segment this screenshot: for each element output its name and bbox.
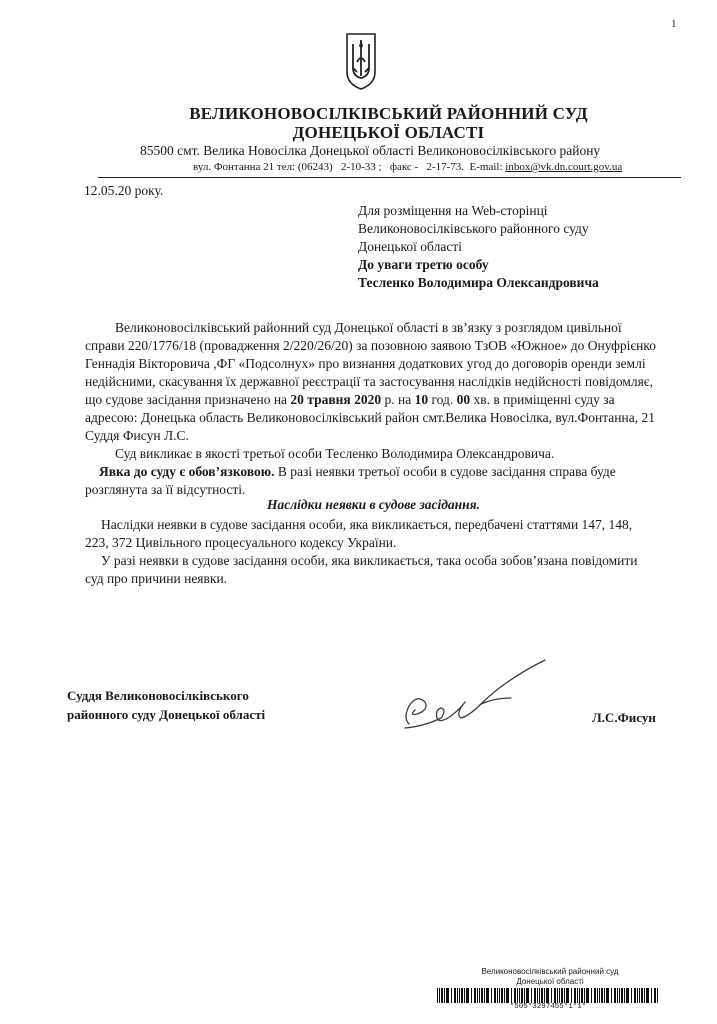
text-span: р. на [381, 392, 415, 407]
address-line1: 85500 смт. Велика Новосілка Донецької області Великоновосілківського району [140, 143, 601, 158]
paragraph-line: У разі неявки в судове засідання особи, яка викликається, така особа зобов’язана повідомити [101, 553, 638, 568]
paragraph-line: суд про причини неявки. [85, 571, 228, 586]
stamp-line1: Великоновосілківський районний суд [481, 967, 619, 976]
hearing-minute: 00 [456, 392, 471, 407]
recipient-line2: Великоновосілківського районного суду [358, 221, 589, 236]
header-divider [98, 177, 681, 178]
paragraph-line: Великоновосілківський районний суд Донецької області в зв’язку з розглядом цивільної [115, 320, 622, 335]
recipient-person: Тесленко Володимира Олександровича [358, 275, 599, 290]
address-contacts: вул. Фонтанна 21 тел: (06243) 2-10-33 ; факс - 2-17-73. E-mail: [193, 161, 506, 173]
paragraph-line: розглянута за її відсутності. [85, 482, 246, 497]
page-number: 1 [671, 18, 677, 30]
paragraph-line: Наслідки неявки в судове засідання особи, яка викликається, передбачені статтями 147, 148, [101, 517, 633, 532]
paragraph-line: Суддя Фисун Л.С. [85, 428, 189, 443]
recipient-line1: Для розміщення на Web-сторінці [358, 203, 548, 218]
signatory-title-line1: Суддя Великоновосілківського [67, 688, 249, 703]
text-span: що судове засідання призначено на [85, 392, 291, 407]
text-span: В разі неявки третьої особи в судове засідання справа буде [274, 464, 616, 479]
court-name-line1: ВЕЛИКОНОВОСІЛКІВСЬКИЙ РАЙОННИЙ СУД [189, 104, 588, 123]
signatory-title-line2: районного суду Донецької області [67, 707, 266, 722]
email-link[interactable]: inbox@vk.dn.court.gov.ua [505, 161, 623, 173]
court-name-line2: ДОНЕЦЬКОЇ ОБЛАСТІ [292, 123, 485, 142]
recipient-line3: Донецької області [358, 239, 462, 254]
paragraph-line: Геннадія Вікторовича ,ФГ «Подсолнух» про визнання додаткових угод до договорів оренди землі [85, 356, 646, 371]
barcode-number: *505*3297455*1*1* [509, 1003, 587, 1011]
hearing-hour: 10 [414, 392, 429, 407]
document-date: 12.05.20 року. [84, 183, 164, 198]
section-title: Наслідки неявки в судове засідання. [266, 497, 480, 512]
barcode-icon [437, 988, 659, 1003]
text-span: год. [428, 392, 457, 407]
stamp-line2: Донецької області [516, 977, 584, 986]
recipient-attention: До уваги третю особу [358, 257, 489, 272]
paragraph-line: справи 220/1776/18 (провадження 2/220/26/20) за позовною заявою ТзОВ «Южное» до Онуфрієнко [85, 338, 657, 353]
signatory-name: Л.С.Фисун [592, 710, 656, 725]
paragraph-line: 223, 372 Цивільного процесуального кодексу України. [85, 535, 397, 550]
hearing-date-line [85, 391, 682, 409]
trident-emblem-icon [344, 32, 378, 90]
hearing-date: 20 травня 2020 [290, 392, 382, 407]
paragraph-line: недійсними, скасування їх державної реєстрації та застосування наслідків недійсності повідомляє, [85, 374, 653, 389]
paragraph-attendance [85, 463, 682, 481]
address-line2 [193, 161, 622, 173]
text-span: хв. в приміщенні суду за [470, 392, 615, 407]
attendance-mandatory: Явка до суду є обов’язковою. [99, 464, 275, 479]
handwritten-signature [395, 652, 565, 742]
paragraph-line: адресою: Донецька область Великоновосілківський район смт.Велика Новосілка, вул.Фонтанна, 21 [85, 410, 655, 425]
paragraph-summons: Суд викликає в якості третьої особи Тесленко Володимира Олександровича. [115, 446, 555, 461]
